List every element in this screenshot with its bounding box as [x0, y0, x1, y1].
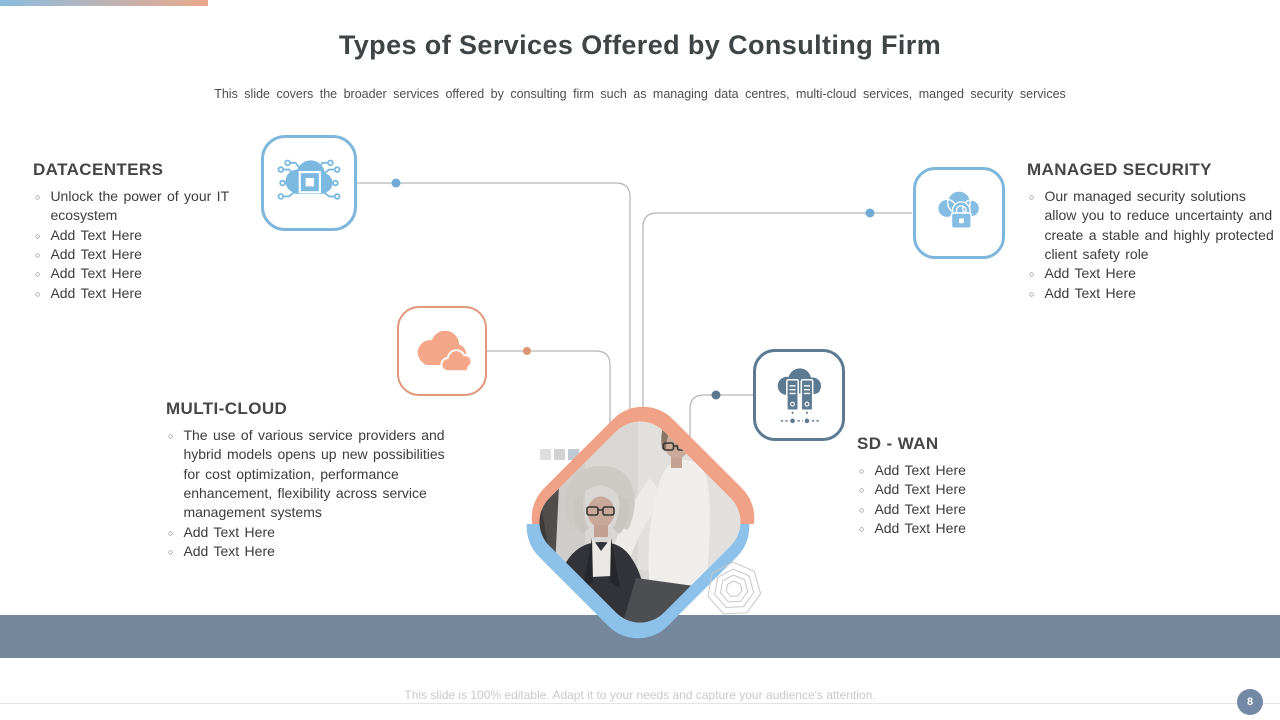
datacenters-heading: DATACENTERS	[33, 160, 164, 179]
sdwan-section	[857, 434, 1057, 538]
cloud-servers-icon	[761, 357, 837, 433]
footer-note: This slide is 100% editable. Adapt it to your needs and capture your audience's attention.	[404, 688, 876, 702]
team-photo	[515, 395, 768, 655]
top-accent-bar	[0, 0, 208, 6]
list-item: ○ Add Text Here	[857, 480, 1057, 499]
list-item: ○ Add Text Here	[166, 542, 462, 561]
list-item: ○ Add Text Here	[857, 500, 1057, 519]
list-item: ○ Add Text Here	[33, 284, 265, 303]
managed-security-section	[1027, 160, 1275, 303]
page-number-badge: 8	[1237, 689, 1263, 715]
list-item: ○ The use of various service providers and hybrid models opens up new possibilities for cost optimization, performance enhancement, flexibility across service management systems	[166, 426, 462, 523]
list-item: ○ Add Text Here	[33, 226, 265, 245]
list-item: ○ Add Text Here	[857, 461, 1057, 480]
datacenters-section	[33, 160, 265, 303]
security-icon-card	[913, 167, 1005, 259]
datacenters-icon-card	[261, 135, 357, 231]
list-item: ○ Add Text Here	[166, 523, 462, 542]
list-item: ○ Add Text Here	[1027, 264, 1275, 283]
list-item: ○ Our managed security solutions allow you to reduce uncertainty and create a stable and highly protected client safety role	[1027, 187, 1275, 264]
list-item: ○ Add Text Here	[33, 264, 265, 283]
sdwan-heading: SD - WAN	[857, 434, 939, 453]
managed-security-heading: MANAGED SECURITY	[1027, 160, 1212, 179]
list-item: ○ Unlock the power of your IT ecosystem	[33, 187, 265, 226]
page-subtitle: This slide covers the broader services offered by consulting firm such as managing data centres, multi-cloud services, manged security services	[214, 87, 1066, 101]
double-cloud-icon	[403, 312, 481, 390]
list-item: ○ Add Text Here	[33, 245, 265, 264]
multicloud-icon-card	[397, 306, 487, 396]
sdwan-icon-card	[753, 349, 845, 441]
cloud-circuit-chip-icon	[267, 141, 351, 225]
multicloud-section	[166, 399, 462, 561]
page-title: Types of Services Offered by Consulting Firm	[338, 30, 942, 60]
footer-divider	[0, 703, 1280, 704]
list-item: ○ Add Text Here	[857, 519, 1057, 538]
list-item: ○ Add Text Here	[1027, 284, 1275, 303]
multicloud-heading: MULTI-CLOUD	[166, 399, 288, 418]
cloud-padlock-icon	[921, 175, 997, 251]
